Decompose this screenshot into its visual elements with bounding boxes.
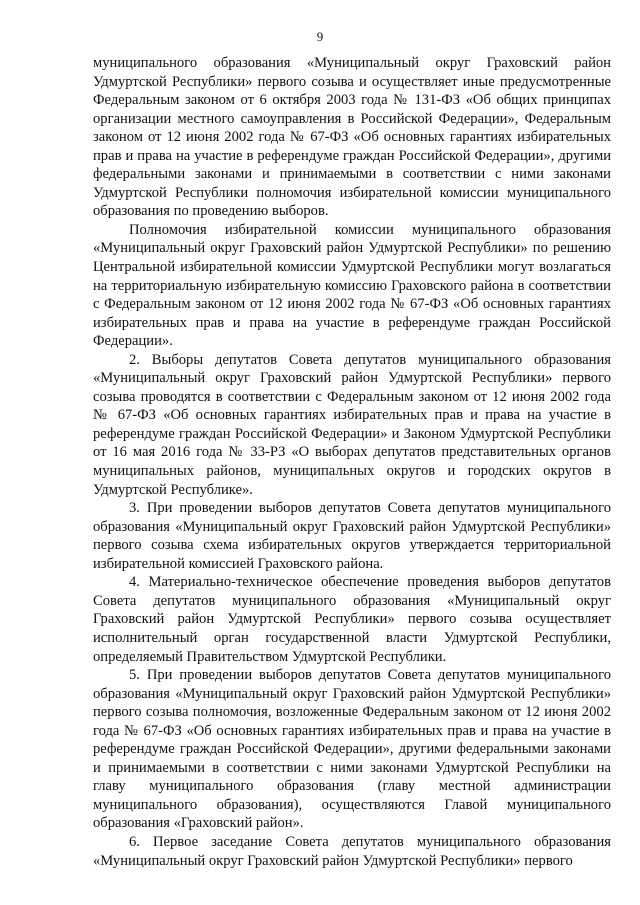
- paragraph-item-4: 4. Материально-техническое обеспечение проведения выборов депутатов Совета депутатов муниципального образования «Муниципальный округ Граховский район Удмуртской Республики» первого созыва осуществляет исполнительный орган государственной власти Удмуртской Республики, определяемый Правительством Удмуртской Республики.: [93, 574, 611, 665]
- paragraph-commission-powers: Полномочия избирательной комиссии муниципального образования «Муниципальный округ Граховский район Удмуртской Республики» по решению Центральной избирательной комиссии Удмуртской Республики могут возлагаться на территориальную избирательную комиссию Граховского района в соответствии с Федеральным законом от 12 июня 2002 года № 67-ФЗ «Об основных гарантиях избирательных прав и права на участие в референдуме граждан Российской Федерации».: [93, 221, 611, 350]
- page-number: 9: [316, 29, 324, 44]
- paragraph-continuation: муниципального образования «Муниципальный округ Граховский район Удмуртской Республики» первого созыва и осуществляет иные предусмотренные Федеральным законом от 6 октября 2003 года № 131-ФЗ «Об общих принципах организации местного самоуправления в Российской Федерации», Федеральным законом от 12 июня 2002 года № 67-ФЗ «Об основных гарантиях избирательных прав и права на участие в референдуме граждан Российской Федерации», другими федеральными законами и принимаемыми в соответствии с ними законами Удмуртской Республики полномочия избирательной комиссии муниципального образования по проведению выборов.: [93, 55, 611, 220]
- paragraph-item-3: 3. При проведении выборов депутатов Совета депутатов муниципального образования «Муниципальный округ Граховский район Удмуртской Республики» первого созыва схема избирательных округов утверждается территориальной избирательной комиссией Граховского района.: [93, 500, 611, 572]
- paragraph-item-5: 5. При проведении выборов депутатов Совета депутатов муниципального образования «Муниципальный округ Граховский район Удмуртской Республики» первого созыва полномочия, возложенные Федеральным законом от 12 июня 2002 года № 67-ФЗ «Об основных гарантиях избирательных прав и права на участие в референдуме граждан Российской Федерации», другими федеральными законами и принимаемыми в соответствии с ними законами Удмуртской Республики на главу муниципального образования (главу местной администрации муниципального образования), осуществляются Главой муниципального образования «Граховский район».: [93, 667, 611, 832]
- paragraph-item-6: 6. Первое заседание Совета депутатов муниципального образования «Муниципальный округ Граховский район Удмуртской Республики» первого: [93, 833, 611, 869]
- document-body: [93, 54, 611, 870]
- paragraph-item-2: 2. Выборы депутатов Совета депутатов муниципального образования «Муниципальный округ Граховский район Удмуртской Республики» первого созыва проводятся в соответствии с Федеральным законом от 12 июня 2002 года № 67-ФЗ «Об основных гарантиях избирательных прав и права на участие в референдуме граждан Российской Федерации» и Законом Удмуртской Республики от 16 мая 2016 года № 33-РЗ «О выборах депутатов представительных органов муниципальных районов, муниципальных округов и городских округов в Удмуртской Республике».: [93, 351, 611, 498]
